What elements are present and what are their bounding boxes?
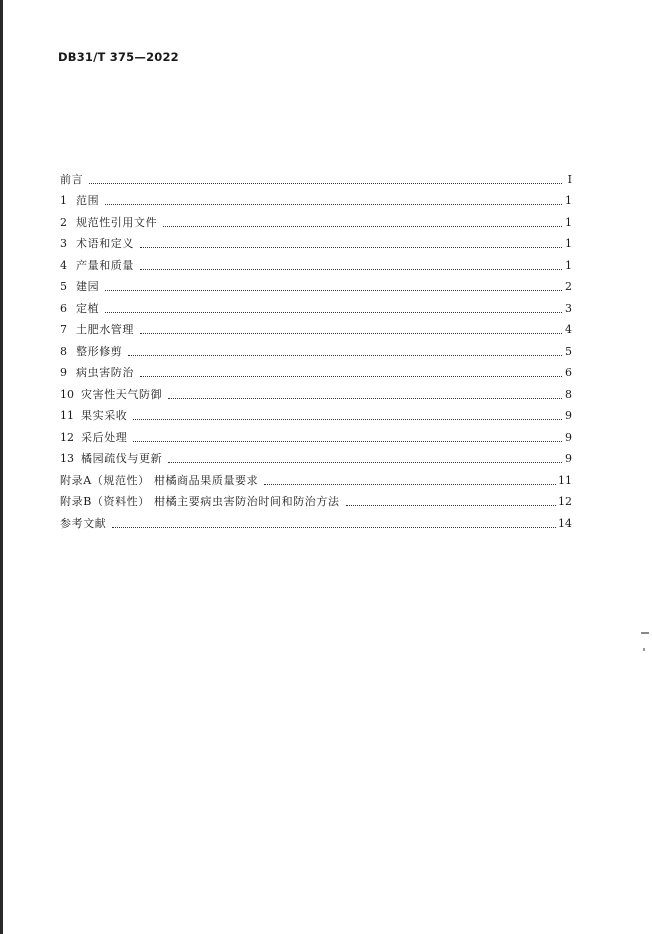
- toc-leader: [105, 290, 562, 291]
- toc-leader: [140, 247, 562, 248]
- toc-title: 术语和定义: [76, 237, 134, 250]
- toc-number: 12: [60, 430, 74, 444]
- toc-page: 9: [565, 409, 572, 422]
- toc-entry-6[interactable]: [60, 294, 572, 316]
- toc-title: 果实采收: [81, 409, 128, 422]
- toc-leader: [89, 183, 562, 184]
- toc-entry-references[interactable]: [60, 509, 572, 531]
- toc-title: 整形修剪: [76, 344, 123, 358]
- toc-entry-2[interactable]: [60, 208, 572, 230]
- toc-page: I: [567, 172, 572, 186]
- toc-leader: [133, 441, 562, 442]
- toc-leader: [105, 312, 562, 313]
- page-edge: [0, 0, 3, 934]
- table-of-contents: [60, 165, 572, 531]
- toc-page: 5: [565, 344, 572, 358]
- toc-entry-1[interactable]: [60, 187, 572, 209]
- toc-entry-foreword[interactable]: [60, 165, 572, 187]
- toc-entry-5[interactable]: [60, 273, 572, 295]
- toc-title: 病虫害防治: [76, 366, 134, 379]
- toc-number: 11: [60, 409, 74, 422]
- toc-entry-13[interactable]: [60, 445, 572, 467]
- toc-page: 1: [565, 215, 572, 229]
- toc-entry-11[interactable]: [60, 402, 572, 424]
- toc-leader: [264, 484, 556, 485]
- toc-entry-appendix-a[interactable]: [60, 466, 572, 488]
- toc-number: 1: [60, 194, 67, 207]
- toc-leader: [105, 204, 562, 205]
- toc-page: 1: [565, 237, 572, 250]
- toc-leader: [346, 505, 556, 506]
- toc-number: 7: [60, 323, 67, 336]
- toc-page: 3: [565, 301, 572, 315]
- toc-entry-8[interactable]: [60, 337, 572, 359]
- toc-number: 9: [60, 366, 67, 379]
- toc-title: 参考文献: [60, 516, 107, 530]
- toc-page: 11: [558, 473, 572, 487]
- toc-page: 1: [565, 258, 572, 272]
- toc-leader: [163, 226, 562, 227]
- toc-entry-appendix-b[interactable]: [60, 488, 572, 510]
- toc-page: 4: [565, 323, 572, 336]
- toc-entry-12[interactable]: [60, 423, 572, 445]
- toc-title: 附录A（规范性） 柑橘商品果质量要求: [60, 473, 259, 487]
- toc-number: 13: [60, 452, 74, 465]
- toc-leader: [140, 333, 562, 334]
- toc-title: 建园: [76, 280, 100, 293]
- toc-entry-7[interactable]: [60, 316, 572, 338]
- toc-title: 规范性引用文件: [76, 215, 158, 229]
- toc-leader: [140, 269, 562, 270]
- toc-page: 9: [565, 452, 572, 465]
- scan-artifact: [643, 648, 645, 651]
- toc-title: 土肥水管理: [76, 323, 134, 336]
- toc-page: 9: [565, 430, 572, 444]
- toc-page: 2: [565, 280, 572, 293]
- toc-title: 前言: [60, 172, 84, 186]
- toc-number: 4: [60, 258, 67, 272]
- scan-artifact: [641, 632, 649, 634]
- toc-number: 10: [60, 387, 74, 401]
- toc-title: 定植: [76, 301, 100, 315]
- toc-number: 3: [60, 237, 67, 250]
- toc-page: 8: [565, 387, 572, 401]
- toc-leader: [128, 355, 562, 356]
- toc-entry-3[interactable]: [60, 230, 572, 252]
- toc-entry-9[interactable]: [60, 359, 572, 381]
- toc-number: 2: [60, 215, 67, 229]
- toc-leader: [133, 419, 562, 420]
- toc-title: 产量和质量: [76, 258, 134, 272]
- toc-number: 5: [60, 280, 67, 293]
- toc-number: 8: [60, 344, 67, 358]
- toc-entry-10[interactable]: [60, 380, 572, 402]
- toc-title: 附录B（资料性） 柑橘主要病虫害防治时间和防治方法: [60, 495, 340, 508]
- toc-page: 14: [558, 516, 572, 530]
- toc-page: 1: [565, 194, 572, 207]
- document-code: DB31/T 375—2022: [58, 50, 179, 64]
- toc-leader: [168, 462, 562, 463]
- toc-title: 灾害性天气防御: [81, 387, 163, 401]
- toc-entry-4[interactable]: [60, 251, 572, 273]
- toc-title: 橘园疏伐与更新: [81, 452, 163, 465]
- toc-title: 范围: [76, 194, 100, 207]
- toc-leader: [168, 398, 562, 399]
- toc-title: 采后处理: [81, 430, 128, 444]
- toc-page: 6: [565, 366, 572, 379]
- toc-leader: [140, 376, 562, 377]
- toc-page: 12: [558, 495, 572, 508]
- toc-leader: [112, 527, 556, 528]
- toc-number: 6: [60, 301, 67, 315]
